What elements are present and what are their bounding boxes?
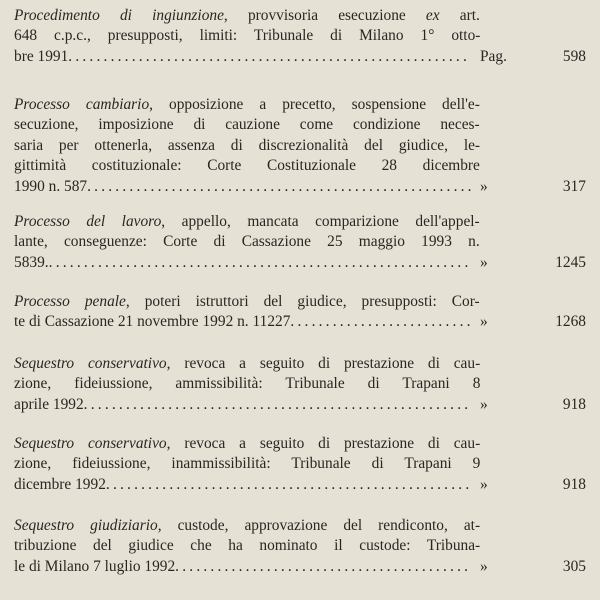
dot-leader: ..........................: [290, 313, 474, 331]
dot-leader: .........................................................: [68, 47, 470, 65]
dot-leader: .......................................................: [83, 395, 472, 413]
entry-title: Processo penale: [14, 293, 126, 310]
index-entry: [14, 434, 586, 495]
entry-line: [14, 374, 586, 394]
entry-line: [14, 354, 586, 374]
entry-text: , custode, approvazione del rendiconto, at-: [157, 517, 481, 534]
entry-text: ex: [425, 7, 440, 24]
entry-text: gittimità costituzionale: Corte Costituzionale 28 dicembre: [14, 157, 480, 175]
entry-text: zione, fideiussione, ammissibilità: Tribunale di Trapani 8: [14, 375, 481, 393]
entry-text: tribuzione del giudice che ha nominato il custode: Tribuna-: [14, 537, 481, 555]
entry-text: 1990 n. 587: [14, 177, 88, 195]
dot-leader: ............................................................: [48, 253, 472, 271]
page-number: 918: [562, 395, 586, 413]
page-prefix: Pag.: [480, 47, 507, 65]
index-entry: [14, 292, 586, 333]
entry-line: [14, 232, 586, 252]
entry-text: lante, conseguenze: Corte di Cassazione 25 maggio 1993 n.: [14, 233, 480, 251]
entry-text: , opposizione a precetto, sospensione dell'e-: [149, 96, 480, 113]
page-reference: [466, 475, 586, 495]
entry-title: Processo cambiario: [14, 96, 150, 113]
index-entry: [14, 6, 586, 67]
page-reference: [466, 557, 586, 577]
page-number: 598: [562, 47, 586, 65]
index-entry: [14, 354, 586, 415]
entry-line: [14, 454, 586, 474]
entry-line: [14, 156, 586, 176]
page-prefix: »: [480, 557, 488, 575]
page-prefix: »: [480, 253, 488, 271]
entry-text: aprile 1992: [14, 395, 84, 413]
entry-text: saria per ottenerla, assenza di discrezionalità del giudice, le-: [14, 136, 481, 154]
page-reference: [466, 47, 586, 67]
entry-line: [14, 516, 586, 536]
entry-line: [14, 536, 586, 556]
entry-text: 648 c.p.c., presupposti, limiti: Tribunale di Milano 1° otto-: [14, 27, 481, 45]
page-prefix: »: [480, 177, 488, 195]
page-prefix: »: [480, 395, 488, 413]
entry-text: 5839.: [14, 253, 49, 271]
entry-text: secuzione, imposizione di cauzione come condizione neces-: [14, 116, 480, 134]
page-reference: [466, 395, 586, 415]
page-number: 317: [562, 177, 586, 195]
entry-line: [14, 26, 586, 46]
entry-text: bre 1991: [14, 47, 69, 65]
entry-text: , provvisoria esecuzione: [223, 7, 426, 24]
page-prefix: »: [480, 313, 488, 331]
page-number: 1245: [555, 253, 586, 271]
entry-text: art.: [439, 7, 480, 24]
entry-title: Sequestro giudiziario: [14, 517, 158, 534]
entry-line: [14, 115, 586, 135]
entry-title: Procedimento di ingiunzione: [14, 7, 224, 24]
dot-leader: .......................................................: [87, 177, 475, 195]
entry-line: [14, 212, 586, 232]
page-prefix: »: [480, 475, 488, 493]
index-entry: [14, 95, 586, 197]
dot-leader: ....................................................: [105, 475, 473, 493]
entry-text: dicembre 1992: [14, 475, 106, 493]
entry-line: [14, 6, 586, 26]
entry-line: [14, 292, 586, 312]
entry-text: , appello, mancata comparizione dell'appel-: [161, 213, 480, 230]
entry-text: zione, fideiussione, inammissibilità: Tribunale di Trapani 9: [14, 455, 481, 473]
entry-title: Sequestro conservativo: [14, 355, 167, 372]
entry-text: , revoca a seguito di prestazione di cau-: [166, 435, 481, 452]
page-number: 918: [562, 475, 586, 493]
index-entry: [14, 516, 586, 577]
entry-line: [14, 434, 586, 454]
page-reference: [466, 312, 586, 332]
entry-text: le di Milano 7 luglio 1992: [14, 557, 176, 575]
entry-text: , revoca a seguito di prestazione di cau-: [166, 355, 481, 372]
index-entry: [14, 212, 586, 273]
entry-text: te di Cassazione 21 novembre 1992 n. 11227: [14, 313, 291, 331]
page-number: 305: [562, 557, 586, 575]
page-reference: [466, 253, 586, 273]
entry-text: , poteri istruttori del giudice, presupposti: Cor-: [125, 293, 480, 310]
dot-leader: ..........................................: [175, 557, 472, 575]
entry-title: Sequestro conservativo: [14, 435, 167, 452]
page-reference: [466, 177, 586, 197]
entry-title: Processo del lavoro: [14, 213, 162, 230]
page-number: 1268: [555, 313, 586, 331]
entry-line: [14, 136, 586, 156]
entry-line: [14, 95, 586, 115]
